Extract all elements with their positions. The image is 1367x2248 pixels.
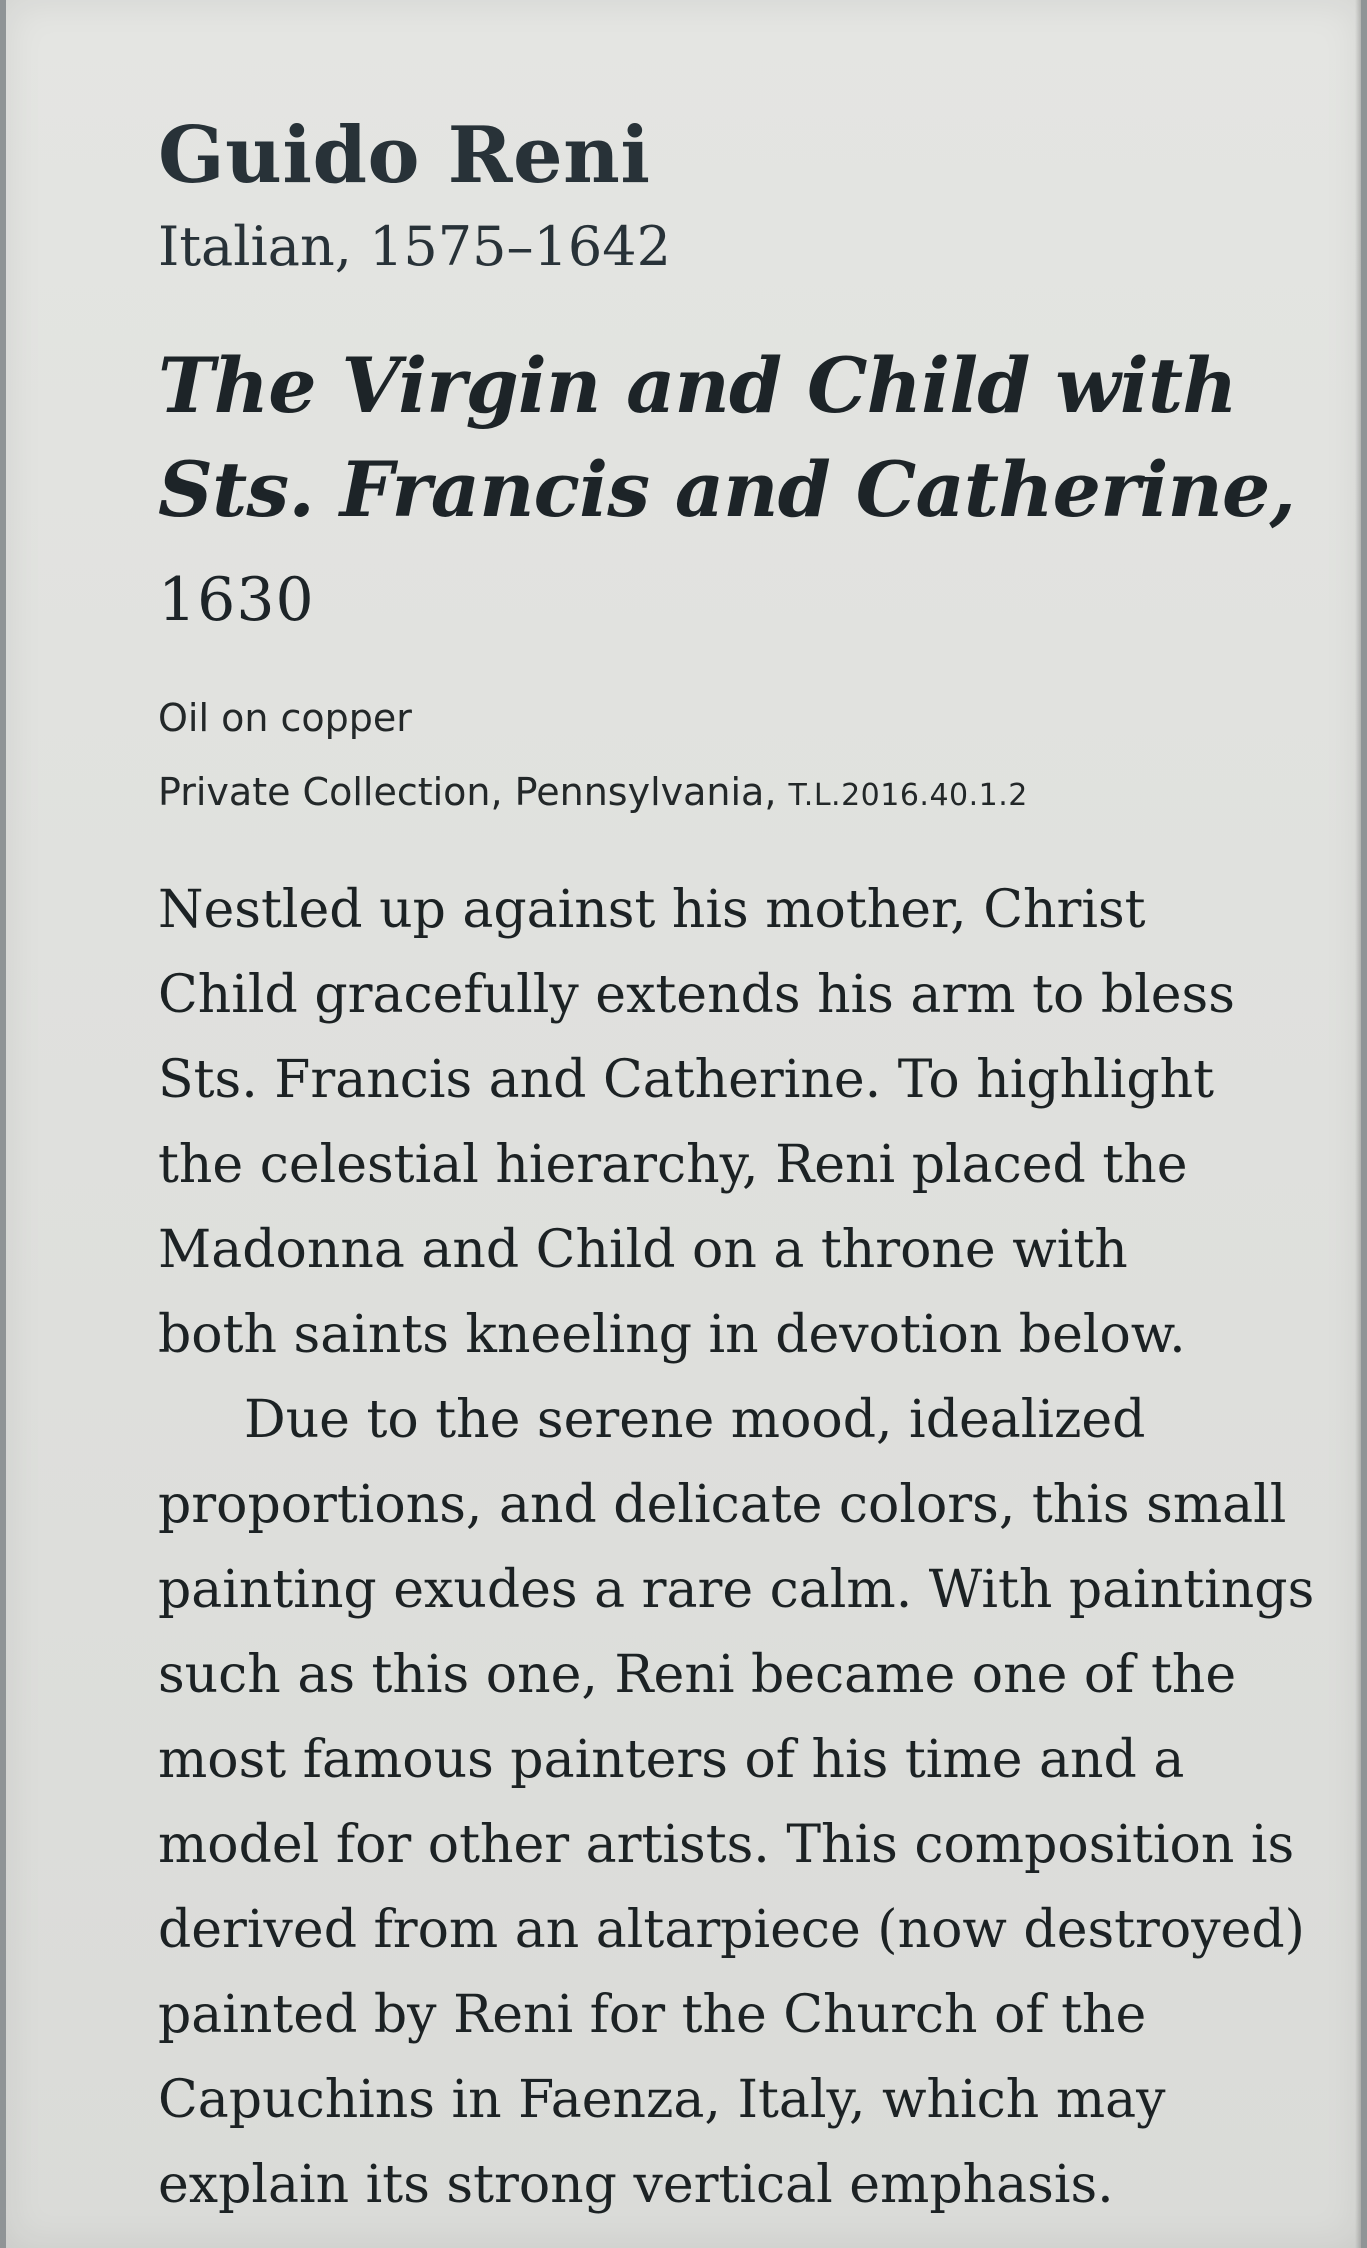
description-line: proportions, and delicate colors, this small <box>158 1475 1287 1535</box>
description-line: model for other artists. This composition is <box>158 1815 1295 1875</box>
description-line: explain its strong vertical emphasis. <box>158 2155 1114 2215</box>
description-line: Child gracefully extends his arm to bless <box>158 965 1235 1025</box>
artwork-title-line-1: The Virgin and Child with <box>158 341 1237 430</box>
museum-wall-label <box>6 0 1361 2248</box>
description-line: the celestial hierarchy, Reni placed the <box>158 1135 1188 1195</box>
description-line: painting exudes a rare calm. With paintings <box>158 1560 1315 1620</box>
artwork-medium: Oil on copper <box>158 696 412 740</box>
label-content <box>158 110 1315 2228</box>
credit-text: Private Collection, Pennsylvania, <box>158 770 777 814</box>
description <box>158 868 1315 2228</box>
artwork-title-line-2: Sts. Francis and Catherine, <box>158 445 1296 534</box>
description-line: derived from an altarpiece (now destroyed) <box>158 1900 1305 1960</box>
description-line: Capuchins in Faenza, Italy, which may <box>158 2070 1166 2130</box>
description-line: Sts. Francis and Catherine. To highlight <box>158 1050 1215 1110</box>
description-line: both saints kneeling in devotion below. <box>158 1305 1186 1365</box>
description-line: such as this one, Reni became one of the <box>158 1645 1237 1705</box>
accession-number: T.L.2016.40.1.2 <box>788 778 1028 813</box>
credit-line <box>158 766 1308 822</box>
description-line: most famous painters of his time and a <box>158 1730 1185 1790</box>
artwork-year: 1630 <box>158 565 315 635</box>
description-line: Nestled up against his mother, Christ <box>158 880 1146 940</box>
artwork-title <box>158 334 1308 652</box>
description-line: painted by Reni for the Church of the <box>158 1985 1147 2045</box>
description-line: Due to the serene mood, idealized <box>244 1390 1146 1450</box>
artist-name: Guido Reni <box>158 110 651 201</box>
description-line: Madonna and Child on a throne with <box>158 1220 1128 1280</box>
artist-nationality-dates: Italian, 1575–1642 <box>158 215 671 278</box>
